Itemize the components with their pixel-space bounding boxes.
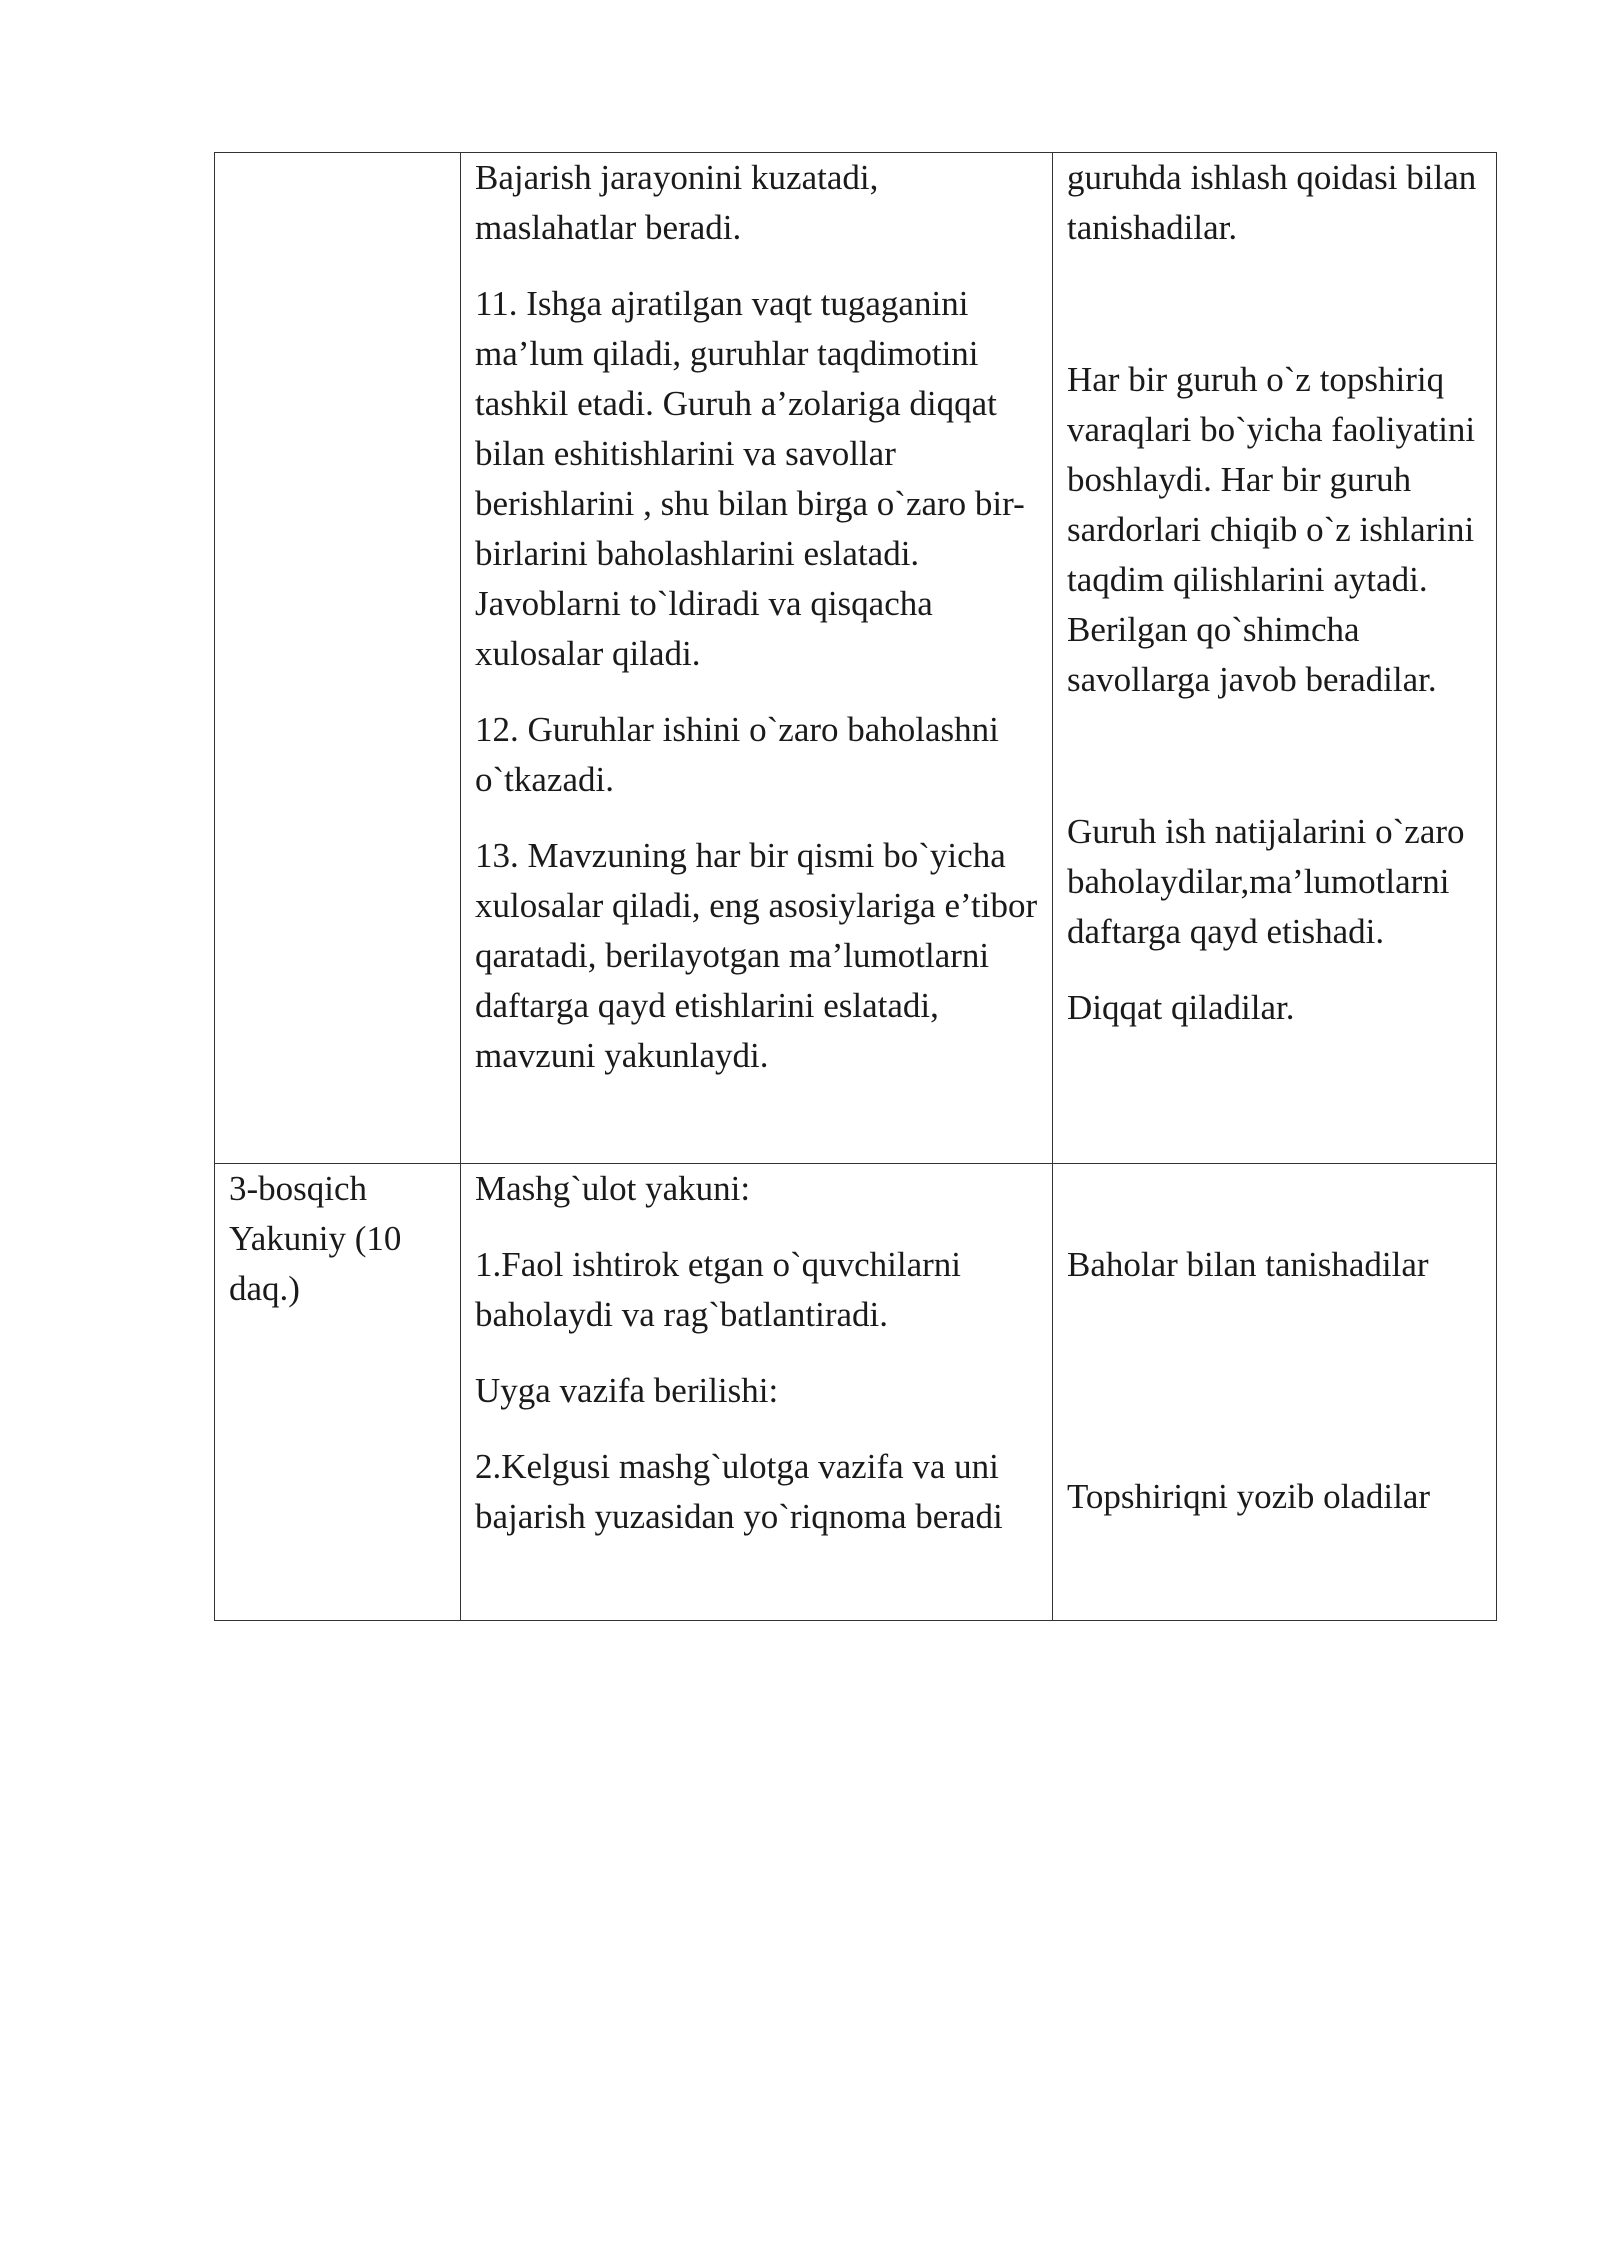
student-paragraph: Baholar bilan tanishadilar <box>1067 1245 1429 1284</box>
stage-cell <box>215 1164 461 1621</box>
student-paragraph: guruhda ishlash qoidasi bilan tanishadilar. <box>1067 158 1477 247</box>
teacher-paragraph: 12. Guruhlar ishini o`zaro baholashni o`tkazadi. <box>475 710 999 799</box>
student-paragraph: Har bir guruh o`z topshiriq varaqlari bo`yicha faoliyatini boshlaydi. Har bir guruh sardorlari chiqib o`z ishlarini taqdim qilishlarini aytadi. Berilgan qo`shimcha savollarga javob beradilar. <box>1067 360 1476 699</box>
teacher-activity-cell <box>461 153 1053 1164</box>
student-activity-cell <box>1053 153 1497 1164</box>
student-paragraph: Topshiriqni yozib oladilar <box>1067 1477 1431 1516</box>
table-row <box>215 1164 1497 1621</box>
table-row <box>215 153 1497 1164</box>
student-paragraph: Guruh ish natijalarini o`zaro baholaydilar,ma’lumotlarni daftarga qayd etishadi. <box>1067 812 1465 951</box>
teacher-paragraph: 11. Ishga ajratilgan vaqt tugaganini ma’lum qiladi, guruhlar taqdimotini tashkil etadi. Guruh a’zolariga diqqat bilan eshitishlarini va savollar berishlarini , shu bilan birga o`zaro bir-birlarini baholashlarini eslatadi. Javoblarni to`ldiradi va qisqacha xulosalar qiladi. <box>475 284 1025 673</box>
student-paragraph: Diqqat qiladilar. <box>1067 988 1295 1027</box>
teacher-paragraph: Mashg`ulot yakuni: <box>475 1169 751 1208</box>
stage-text: 3-bosqich Yakuniy (10 daq.) <box>229 1169 402 1308</box>
teacher-activity-cell <box>461 1164 1053 1621</box>
lesson-plan-table <box>214 152 1497 1621</box>
teacher-paragraph: 1.Faol ishtirok etgan o`quvchilarni baholaydi va rag`batlantiradi. <box>475 1245 962 1334</box>
teacher-paragraph: 2.Kelgusi mashg`ulotga vazifa va uni bajarish yuzasidan yo`riqnoma beradi <box>475 1447 1003 1536</box>
student-activity-cell <box>1053 1164 1497 1621</box>
teacher-paragraph: Uyga vazifa berilishi: <box>475 1371 779 1410</box>
stage-cell <box>215 153 461 1164</box>
teacher-paragraph: Bajarish jarayonini kuzatadi, maslahatlar beradi. <box>475 158 879 247</box>
teacher-paragraph: 13. Mavzuning har bir qismi bo`yicha xulosalar qiladi, eng asosiylariga e’tibor qaratadi, berilayotgan ma’lumotlarni daftarga qayd etishlarini eslatadi, mavzuni yakunlaydi. <box>475 836 1038 1075</box>
